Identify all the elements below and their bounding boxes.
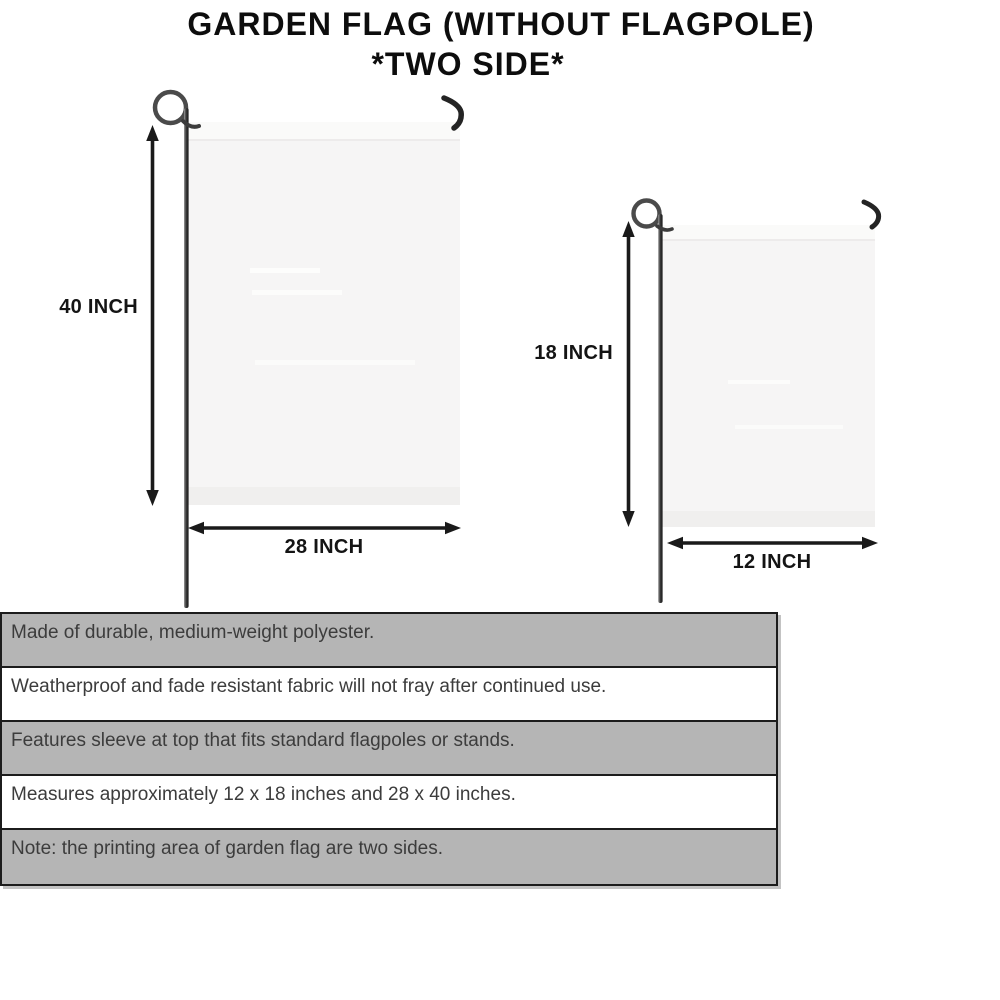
large-flag-bottom-hem — [188, 487, 460, 505]
large-height-arrow — [146, 125, 159, 506]
fabric-wrinkle — [255, 360, 415, 365]
large-flag-sleeve-seam — [188, 139, 460, 141]
small-flag-sleeve-seam — [662, 239, 875, 241]
large-flagpole-loop — [155, 92, 186, 123]
page-subtitle: *TWO SIDE* — [371, 46, 565, 82]
fabric-wrinkle — [728, 380, 790, 384]
small-flag-width-label: 12 INCH — [732, 551, 812, 573]
feature-row — [2, 614, 776, 668]
fabric-wrinkle — [252, 290, 342, 295]
feature-text: Measures approximately 12 x 18 inches and 28 x 40 inches. — [11, 784, 516, 805]
small-flag-fabric — [662, 225, 875, 527]
small-height-arrow — [622, 221, 634, 527]
small-width-arrow — [667, 537, 878, 550]
page-title: GARDEN FLAG (WITHOUT FLAGPOLE) — [187, 6, 815, 42]
small-flagpole-loop — [634, 201, 660, 227]
feature-row — [2, 830, 776, 884]
small-flag-sleeve — [662, 225, 875, 239]
large-flag-width-label: 28 INCH — [284, 536, 364, 558]
feature-text: Made of durable, medium-weight polyester. — [11, 622, 375, 643]
fabric-wrinkle — [735, 425, 843, 429]
fabric-wrinkle — [250, 268, 320, 273]
feature-text: Weatherproof and fade resistant fabric will not fray after continued use. — [11, 676, 607, 697]
small-flag-height-label: 18 INCH — [534, 342, 613, 364]
small-flag-bottom-hem — [662, 511, 875, 527]
feature-text: Features sleeve at top that fits standard flagpoles or stands. — [11, 730, 515, 751]
feature-row — [2, 668, 776, 722]
large-flag-fabric — [188, 122, 460, 505]
large-flag-sleeve — [188, 122, 460, 139]
large-flag-height-label: 40 INCH — [59, 296, 138, 318]
feature-row — [2, 722, 776, 776]
small-flag-hook-icon — [864, 202, 879, 227]
features-table — [0, 612, 778, 886]
feature-row — [2, 776, 776, 830]
large-flagpole — [184, 108, 189, 608]
large-width-arrow — [188, 522, 461, 535]
small-flagpole — [658, 214, 662, 603]
feature-text: Note: the printing area of garden flag are two sides. — [11, 838, 443, 859]
